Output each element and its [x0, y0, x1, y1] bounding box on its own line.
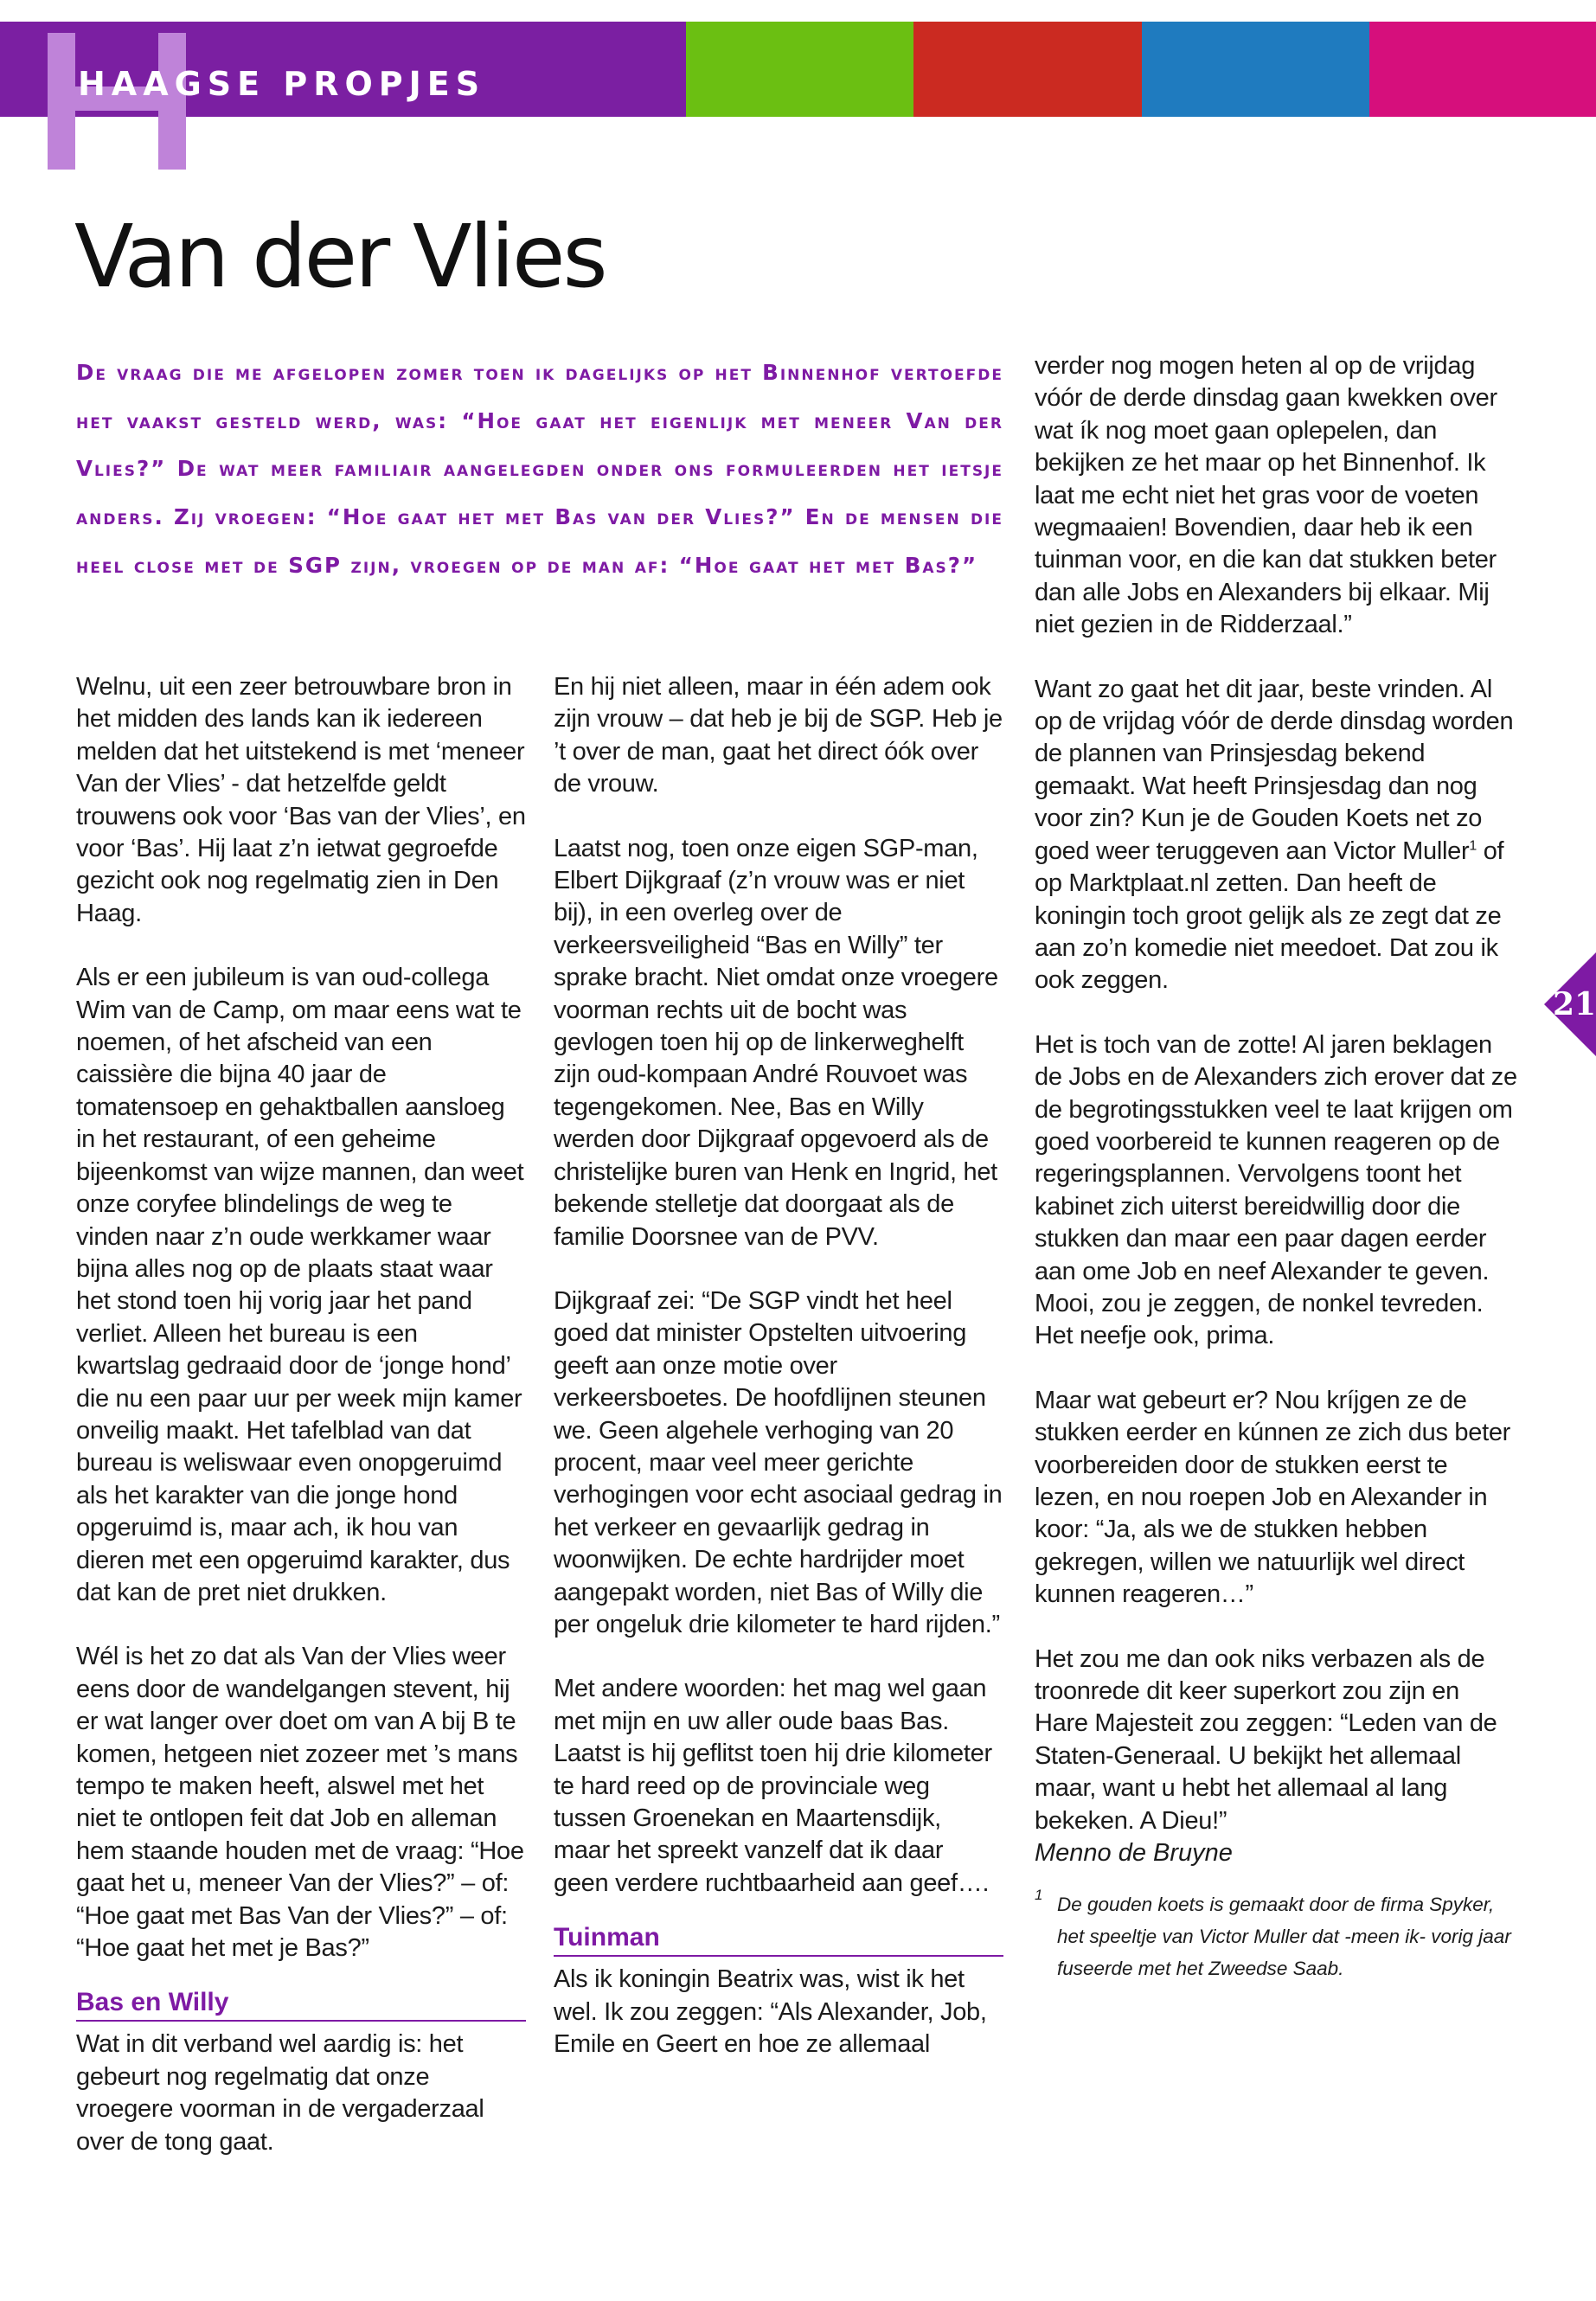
paragraph: Als er een jubileum is van oud-collega Wim van de Camp, om maar eens wat te noemen, of het afscheid van een caissière die bijna 40 jaar de tomatensoep en gehaktballen aansloeg in het restaurant, of een geheime bijeenkomst van wijze mannen, dan weet onze coryfee blindelings de weg te vinden naar z’n oude werkkamer waar bijna alles nog op de plaats staat waar het stond toen hij vorig jaar het pand verliet. Alleen het bureau is een kwartslag gedraaid door de ‘jonge hond’ die nu een paar uur per week mijn kamer onveilig maakt. Het tafelblad van dat bureau is weliswaar even onopgeruimd als het karakter van die jonge hond opgeruimd is, maar ach, ik hou van dieren met een opgeruimd karakter, dus dat kan de pret niet drukken. — [76, 964, 524, 1606]
band-segment-red — [913, 22, 1142, 117]
subheading-bas-en-willy: Bas en Willy — [76, 1988, 229, 2017]
column-2 — [554, 671, 1003, 2061]
article-intro: De vraag die me afgelopen zomer toen ik dagelijks op het Binnenhof vertoefde het vaakst gesteld werd, was: “Hoe gaat het eigenlijk met meneer Van der Vlies?” De wat meer familiair aangelegden onder ons formuleerden het ietsje anders. Zij vroegen: “Hoe gaat het met Bas van der Vlies?” En de mensen die heel close met de SGP zijn, vroegen op de man af: “Hoe gaat het met Bas?” — [76, 360, 1003, 578]
author-byline: Menno de Bruyne — [1035, 1839, 1233, 1868]
paragraph: Het is toch van de zotte! Al jaren beklagen de Jobs en de Alexanders zich erover dat ze de begrotingsstukken veel te laat krijgen om goed voorbereid te kunnen reageren op de regeringsplannen. Vervolgens toont het kabinet zich uiterst bereidwillig door die stukken dan maar een paar dagen eerder aan ome Job en neef Alexander te geven. Mooi, zou je zeggen, de nonkel tevreden. Het neefje ook, prima. — [1035, 1030, 1517, 1350]
paragraph-part: of op Marktplaat.nl zetten. Dan heeft de koningin toch groot gelijk als ze zegt dat ze aan zo’n komedie niet meedoet. Dat zou ik ook zeggen. — [1035, 836, 1504, 995]
footnote — [1035, 1888, 1519, 1984]
footnote-mark: 1 — [1035, 1887, 1043, 1904]
column-1 — [76, 671, 526, 2158]
column-3 — [1035, 350, 1519, 1984]
paragraph: En hij niet alleen, maar in één adem ook zijn vrouw – dat heb je bij de SGP. Heb je ’t over de man, gaat het direct óók over de vrouw. — [554, 673, 1003, 798]
paragraph: Dijkgraaf zei: “De SGP vindt het heel goed dat minister Opstelten uitvoering geeft aan onze motie over verkeersboetes. De hoofdlijnen steunen we. Geen algehele verhoging van 20 procent, maar veel meer gerichte verhogingen voor echt asociaal gedrag in het verkeer en gevaarlijk gedrag in woonwijken. De echte hardrijder moet aangepakt worden, niet Bas of Willy die per ongeluk drie kilometer te hard rijden.” — [554, 1286, 1003, 1638]
article-title: Van der Vlies — [74, 206, 606, 307]
paragraph — [1035, 674, 1519, 997]
paragraph: verder nog mogen heten al op de vrijdag vóór de derde dinsdag gaan kwekken over wat ík nog moet gaan oplepelen, dan bekijken ze het maar op het Binnenhof. Ik laat me echt niet het gras voor de voeten wegmaaien! Bovendien, daar heb ik een tuinman voor, en die kan dat stukken beter dan alle Jobs en Alexanders bij elkaar. Mij niet gezien in de Ridderzaal.” — [1035, 352, 1497, 639]
subheading-tuinman: Tuinman — [554, 1923, 660, 1952]
section-label: HAAGSE PROPJES — [78, 65, 486, 103]
band-segment-magenta — [1369, 22, 1596, 117]
page-number: 21 — [1552, 986, 1596, 1022]
subheading-rule — [76, 2020, 526, 2022]
footnote-reference: 1 — [1469, 838, 1477, 854]
paragraph: Laatst nog, toen onze eigen SGP-man, Elbert Dijkgraaf (z’n vrouw was er niet bij), in een overleg over de verkeersveiligheid “Bas en Willy” ter sprake bracht. Niet omdat onze vroegere voorman rechts uit de bocht was gevlogen toen hij op de linkerweghelft zijn oud-kompaan André Rouvoet was tegengekomen. Nee, Bas en Willy werden door Dijkgraaf opgevoerd als de christelijke buren van Henk en Ingrid, het bekende stelletje dat doorgaat als de familie Doorsnee van de PVV. — [554, 834, 998, 1251]
paragraph: Wat in dit verband wel aardig is: het gebeurt nog regelmatig dat onze vroegere voorman in de vergaderzaal over de tong gaat. — [76, 2030, 484, 2156]
footnote-text: De gouden koets is gemaakt door de firma Spyker, het speeltje van Victor Muller dat -meen ik- vorig jaar fuseerde met het Zweedse Saab. — [1057, 1894, 1511, 1980]
paragraph: Welnu, uit een zeer betrouwbare bron in het midden des lands kan ik iedereen melden dat het uitstekend is met ‘meneer Van der Vlies’ - dat hetzelfde geldt trouwens ook voor ‘Bas van der Vlies’, en voor ‘Bas’. Hij laat z’n ietwat gegroefde gezicht ook nog regelmatig zien in Den Haag. — [76, 673, 526, 927]
subheading-rule — [554, 1955, 1003, 1957]
paragraph: Wél is het zo dat als Van der Vlies weer eens door de wandelgangen stevent, hij er wat langer over doet om van A bij B te komen, hetgeen niet zozeer met ’s mans tempo te maken heeft, alswel met het niet te ontlopen feit dat Job en alleman hem staande houden met de vraag: “Hoe gaat het u, meneer Van der Vlies?” – of: “Hoe gaat met Bas Van der Vlies?” – of: “Hoe gaat het met je Bas?” — [76, 1643, 524, 1963]
paragraph: Met andere woorden: het mag wel gaan met mijn en uw aller oude baas Bas. Laatst is hij geflitst toen hij drie kilometer te hard reed op de provinciale weg tussen Groenekan en Maartensdijk, maar het spreekt vanzelf dat ik daar geen verdere ruchtbaarheid aan geef…. — [554, 1675, 992, 1897]
paragraph: Maar wat gebeurt er? Nou kríjgen ze de stukken eerder en kúnnen ze zich dus beter voorbereiden door de stukken eerst te lezen, en nou roepen Job en Alexander in koor: “Ja, als we de stukken hebben gekregen, willen we natuurlijk wel direct kunnen reageren…” — [1035, 1386, 1511, 1609]
band-segment-green — [686, 22, 913, 117]
paragraph: Het zou me dan ook niks verbazen als de troonrede dit keer superkort zou zijn en Hare Majesteit zou zeggen: “Leden van de Staten-Generaal. U bekijkt het allemaal maar, want u hebt het allemaal al lang bekeken. A Dieu!” — [1035, 1644, 1497, 1835]
paragraph-part: Want zo gaat het dit jaar, beste vrinden. Al op de vrijdag vóór de derde dinsdag worden de plannen van Prinsjesdag bekend gemaakt. Wat heeft Prinsjesdag dan nog voor zin? Kun je de Gouden Koets net zo goed weer teruggeven aan Victor Muller — [1035, 675, 1514, 865]
paragraph: Als ik koningin Beatrix was, wist ik het wel. Ik zou zeggen: “Als Alexander, Job, Emile en Geert en hoe ze allemaal — [554, 1965, 987, 2059]
band-segment-blue — [1142, 22, 1369, 117]
